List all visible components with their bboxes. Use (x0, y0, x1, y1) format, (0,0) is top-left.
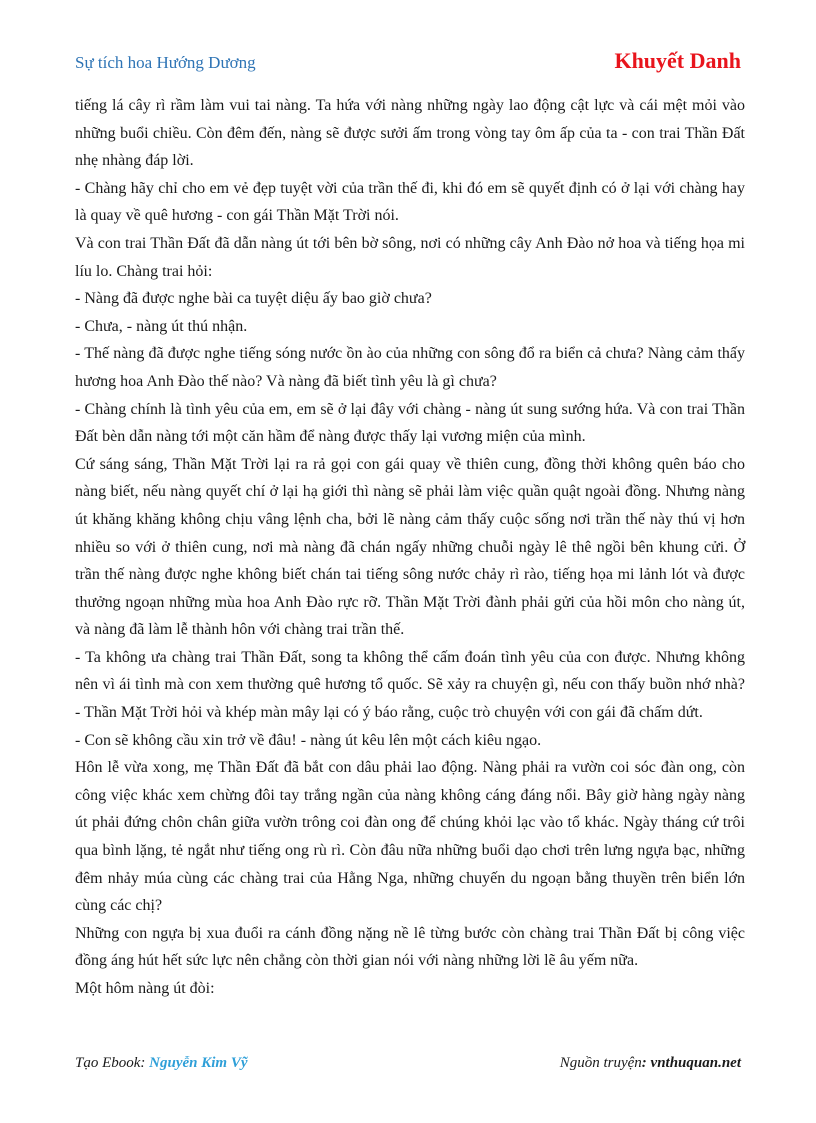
story-title: Sự tích hoa Hướng Dương (75, 53, 256, 72)
paragraph: Hôn lễ vừa xong, mẹ Thần Đất đã bắt con dâu phải lao động. Nàng phải ra vườn coi sóc đàn ong, còn công việc khác xem chừng đôi tay trắng ngần của nàng không cáng đáng nổi. Bây giờ hàng ngày nàng út phải đứng chôn chân giữa vườn trông coi đàn ong để chúng khỏi lạc vào tổ khác. Ngày tháng cứ trôi qua bình lặng, tẻ ngắt như tiếng ong rù rì. Còn đâu nữa những buổi dạo chơi trên lưng ngựa bạc, những đêm nhảy múa cùng các chàng trai của Hằng Nga, những chuyến du ngoạn bằng thuyền trên biển lớn cùng các chị? (75, 759, 745, 915)
paragraph: - Chưa, - nàng út thú nhận. (75, 317, 248, 335)
ebook-credit (75, 1055, 248, 1072)
source-separator: : (641, 1055, 651, 1071)
paragraph: - Nàng đã được nghe bài ca tuyệt diệu ấy bao giờ chưa? (75, 290, 432, 308)
source-credit (560, 1055, 741, 1072)
ebook-separator: : (140, 1055, 150, 1071)
paragraph: - Con sẽ không cầu xin trở về đâu! - nàng út kêu lên một cách kiêu ngạo. (75, 731, 542, 749)
source-site-link[interactable]: vnthuquan.net (650, 1055, 741, 1071)
page-header (75, 48, 741, 78)
paragraph: - Chàng chính là tình yêu của em, em sẽ ở lại đây với chàng - nàng út sung sướng hứa. Và con trai Thần Đất bèn dẫn nàng tới một căn hầm để nàng được thấy lại vương miện của mình. (75, 400, 745, 446)
paragraph: Những con ngựa bị xua đuổi ra cánh đồng nặng nề lê từng bước còn chàng trai Thần Đất bị công việc đồng áng hút hết sức lực nên chẳng còn thời gian nói với nàng những lời lẽ âu yếm nữa. (75, 924, 745, 970)
paragraph: Và con trai Thần Đất đã dẫn nàng út tới bên bờ sông, nơi có những cây Anh Đào nở hoa và tiếng họa mi líu lo. Chàng trai hỏi: (75, 234, 745, 280)
ebook-label: Tạo Ebook (75, 1055, 141, 1071)
paragraph: Một hôm nàng út đòi: (75, 980, 215, 997)
paragraph: - Thế nàng đã được nghe tiếng sóng nước ồn ào của những con sông đổ ra biển cả chưa? Nàng cảm thấy hương hoa Anh Đào thế nào? Và nàng đã biết tình yêu là gì chưa? (75, 345, 745, 390)
paragraph: tiếng lá cây rì rầm làm vui tai nàng. Ta hứa với nàng những ngày lao động cật lực và cái mệt mỏi vào những buổi chiều. Còn đêm đến, nàng sẽ được sưởi ấm trong vòng tay ôm ấp của ta - con trai Thần Đất nhẹ nhàng đáp lời. (75, 97, 745, 170)
paragraph: Cứ sáng sáng, Thần Mặt Trời lại ra rả gọi con gái quay về thiên cung, đồng thời không quên báo cho nàng biết, nếu nàng quyết chí ở lại hạ giới thì nàng sẽ phải làm việc quần quật ngoài đồng. Nhưng nàng út khăng khăng không chịu vâng lệnh cha, bởi lẽ nàng cảm thấy cuộc sống nơi trần thế này thú vị hơn nhiều so với ở thiên cung, nơi mà nàng đã chán ngấy những chuỗi ngày lê thê ngồi bên khung cửi. Ở trần thế nàng được nghe không biết chán tai tiếng sông nước chảy rì rào, tiếng họa mi lảnh lót và được thưởng ngoạn những mùa hoa Anh Đào rực rỡ. Thần Mặt Trời đành phải gửi của hồi môn cho nàng út, và nàng đã làm lễ thành hôn với chàng trai trần thế. (75, 455, 745, 639)
story-body (75, 92, 745, 1003)
author-name: Khuyết Danh (614, 48, 741, 73)
paragraph: - Ta không ưa chàng trai Thần Đất, song ta không thể cấm đoán tình yêu của con được. Nhưng không nên vì ái tình mà con xem thường quê hương tổ quốc. Sẽ xảy ra chuyện gì, nếu con thấy buồn nhớ nhà? - Thần Mặt Trời hỏi và khép màn mây lại có ý báo rằng, cuộc trò chuyện với con gái đã chấm dứt. (75, 648, 745, 722)
page-footer (75, 1055, 741, 1079)
source-label: Nguồn truyện (559, 1055, 642, 1071)
ebook-creator-name: Nguyễn Kim Vỹ (149, 1055, 248, 1071)
paragraph: - Chàng hãy chỉ cho em vẻ đẹp tuyệt vời của trần thế đi, khi đó em sẽ quyết định có ở lại với chàng hay là quay về quê hương - con gái Thần Mặt Trời nói. (75, 179, 745, 225)
